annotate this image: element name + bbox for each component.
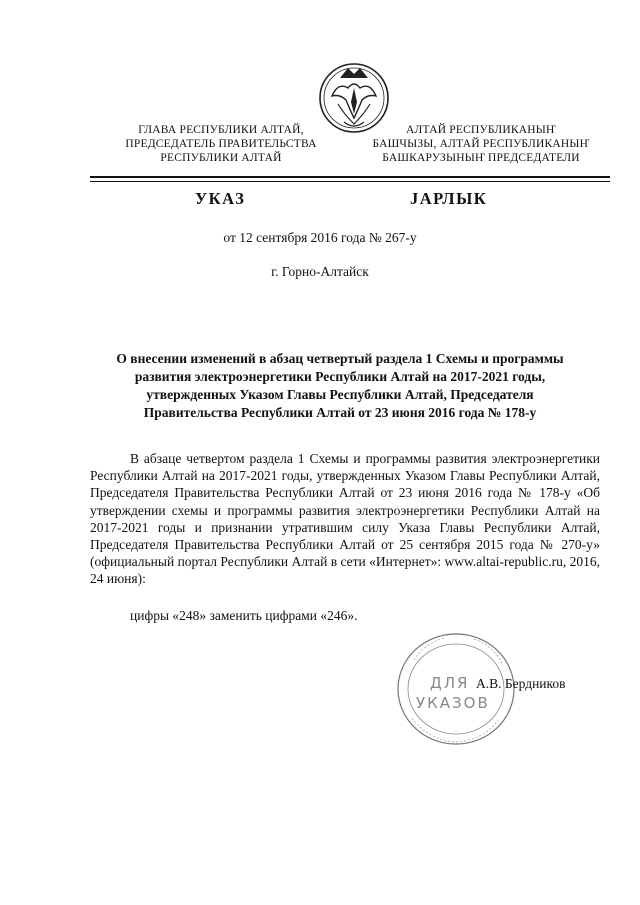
header-left-line: РЕСПУБЛИКИ АЛТАЙ	[160, 152, 282, 164]
header-divider-thick	[90, 176, 610, 178]
body-paragraph-2: цифры «248» заменить цифрами «246».	[130, 608, 358, 623]
body-paragraph-1: В абзаце четвертом раздела 1 Схемы и программы развития электроэнергетики Республики Алтай на 2017-2021 годы, утвержденных Указом Главы Республики Алтай, Председателя Правительства Республики Алтай от 23 июня 2016 года № 178-у «Об утверждении схемы и программы развития электроэнергетики Республики Алтай на 2017-2021 годы и признании утратившим силу Указа Главы Республики Алтай, Председателя Правительства Республики Алтай от 25 сентября 2015 года № 270-у» (официальный портал Республики Алтай в сети «Интернет»: www.altai-republic.ru, 2016, 24 июня):	[90, 451, 600, 587]
decree-date-number: от 12 сентября 2016 года № 267-у	[223, 230, 417, 245]
header-divider-thin	[90, 181, 610, 182]
decree-subject	[80, 350, 600, 422]
stamp-text-line2: УКАЗОВ	[416, 694, 490, 712]
header-right-block	[350, 123, 612, 165]
subject-line: Правительства Республики Алтай от 23 июня 2016 года № 178-у	[143, 405, 537, 420]
stamp-text-line1: ДЛЯ	[430, 674, 470, 692]
decree-title-russian: УКАЗ	[195, 189, 246, 208]
signer-name: А.В. Бердников	[476, 676, 566, 691]
header-right-line: АЛТАЙ РЕСПУБЛИКАНЫҤ	[406, 124, 556, 136]
subject-line: О внесении изменений в абзац четвертый раздела 1 Схемы и программы	[116, 351, 564, 366]
header-left-block	[118, 123, 324, 165]
subject-line: развития электроэнергетики Республики Алтай на 2017-2021 годы,	[134, 369, 546, 384]
header-right-line: БАШЧЫЗЫ, АЛТАЙ РЕСПУБЛИКАНЫҤ	[372, 138, 590, 150]
header-left-line: ПРЕДСЕДАТЕЛЬ ПРАВИТЕЛЬСТВА	[125, 138, 317, 150]
header-right-line: БАШКАРУЗЫНЫҤ ПРЕДСЕДАТЕЛИ	[382, 152, 580, 164]
decree-city: г. Горно-Алтайск	[271, 264, 369, 279]
header-left-line: ГЛАВА РЕСПУБЛИКИ АЛТАЙ,	[138, 124, 304, 136]
subject-line: утвержденных Указом Главы Республики Алтай, Председателя	[146, 387, 534, 402]
decree-title-altai: ЈАРЛЫК	[410, 189, 488, 208]
